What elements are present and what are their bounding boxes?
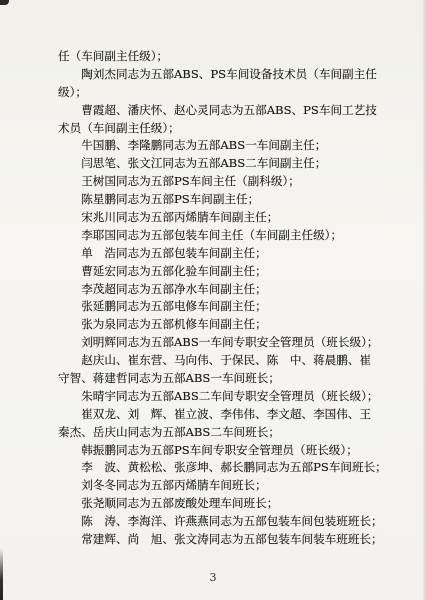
scan-artifact-right-edge <box>422 0 426 600</box>
paragraph <box>58 442 398 460</box>
paragraph <box>58 263 398 281</box>
paragraph <box>58 406 398 442</box>
text-line: 曹延宏同志为五部化验车间副主任； <box>81 263 267 278</box>
paragraph <box>58 155 398 173</box>
text-line: 术员（车间副主任级）； <box>58 120 180 135</box>
text-line: 张尧顺同志为五部废酸处理车间班长； <box>81 496 279 511</box>
paragraph <box>58 531 398 549</box>
text-line: 崔双龙、刘 辉、崔立波、李伟伟、李文超、李国伟、王 <box>81 406 372 421</box>
paragraph <box>58 102 398 138</box>
text-line: 陶刘杰同志为五部ABS、PS车间设备技术员（车间副主任 <box>81 66 377 81</box>
text-line: 守智、蒋建哲同志为五部ABS一车间班长； <box>58 371 280 386</box>
paragraph <box>58 281 398 299</box>
text-line: 王树国同志为五部PS车间主任（副科级）； <box>81 174 300 189</box>
text-line: 李 波、黄松松、张彦坤、郝长鹏同志为五部PS车间班长； <box>81 460 387 475</box>
paragraph <box>58 459 398 477</box>
paragraph <box>58 137 398 155</box>
text-line: 张为泉同志为五部机修车间副主任； <box>81 317 267 332</box>
page-number: 3 <box>209 571 217 584</box>
text-line: 级）； <box>58 84 87 99</box>
paragraph <box>58 352 398 388</box>
text-line: 李耶国同志为五部包装车间主任（车间副主任级）； <box>81 227 343 242</box>
text-line: 刘冬冬同志为五部丙烯腈车间班长； <box>81 478 267 493</box>
text-line: 刘明辉同志为五部ABS一车间专职安全管理员（班长级）； <box>81 335 379 350</box>
paragraph <box>58 298 398 316</box>
paragraph <box>58 66 398 102</box>
text-line: 单 浩同志为五部包装车间副主任； <box>81 245 267 260</box>
paragraph <box>58 495 398 513</box>
text-line: 李茂超同志为五部净水车间副主任； <box>81 281 267 296</box>
continued-line: 任（车间副主任级）； <box>58 49 169 63</box>
paragraph <box>58 245 398 263</box>
text-line: 闫思笔、张文江同志为五部ABS二车间副主任； <box>81 156 327 171</box>
text-line: 牛国鹏、李隆鹏同志为五部ABS一车间副主任； <box>81 138 327 153</box>
paragraph <box>58 334 398 352</box>
text-line: 秦杰、岳庆山同志为五部ABS二车间班长； <box>58 424 280 439</box>
text-line: 宋兆川同志为五部丙烯腈车间副主任； <box>81 210 279 225</box>
text-line: 常建辉、尚 旭、张文涛同志为五部包装车间装车班班长； <box>81 532 383 547</box>
paragraph <box>58 513 398 531</box>
text-line: 韩振鹏同志为五部PS车间专职安全管理员（班长级）； <box>81 442 358 457</box>
text-line: 陈星鹏同志为五部PS车间副主任； <box>81 192 260 207</box>
paragraph <box>58 388 398 406</box>
document-body <box>58 48 398 549</box>
paragraph <box>58 209 398 227</box>
text-line: 张延鹏同志为五部电修车间副主任； <box>81 299 267 314</box>
paragraph <box>58 173 398 191</box>
text-line: 朱晴宇同志为五部ABS二车间专职安全管理员（班长级）； <box>81 388 379 403</box>
paragraph <box>58 316 398 334</box>
paragraph <box>58 191 398 209</box>
paragraph <box>58 477 398 495</box>
paragraph <box>58 227 398 245</box>
text-line: 陈 涛、李海洋、许燕燕同志为五部包装车间包装班班长； <box>81 514 383 529</box>
scan-artifact-corner <box>0 0 9 5</box>
text-line: 曹霞超、潘庆怀、赵心灵同志为五部ABS、PS车间工艺技 <box>81 102 377 117</box>
text-line: 赵庆山、崔东营、马向伟、于保民、陈 中、蒋晨鹏、崔 <box>81 353 372 368</box>
